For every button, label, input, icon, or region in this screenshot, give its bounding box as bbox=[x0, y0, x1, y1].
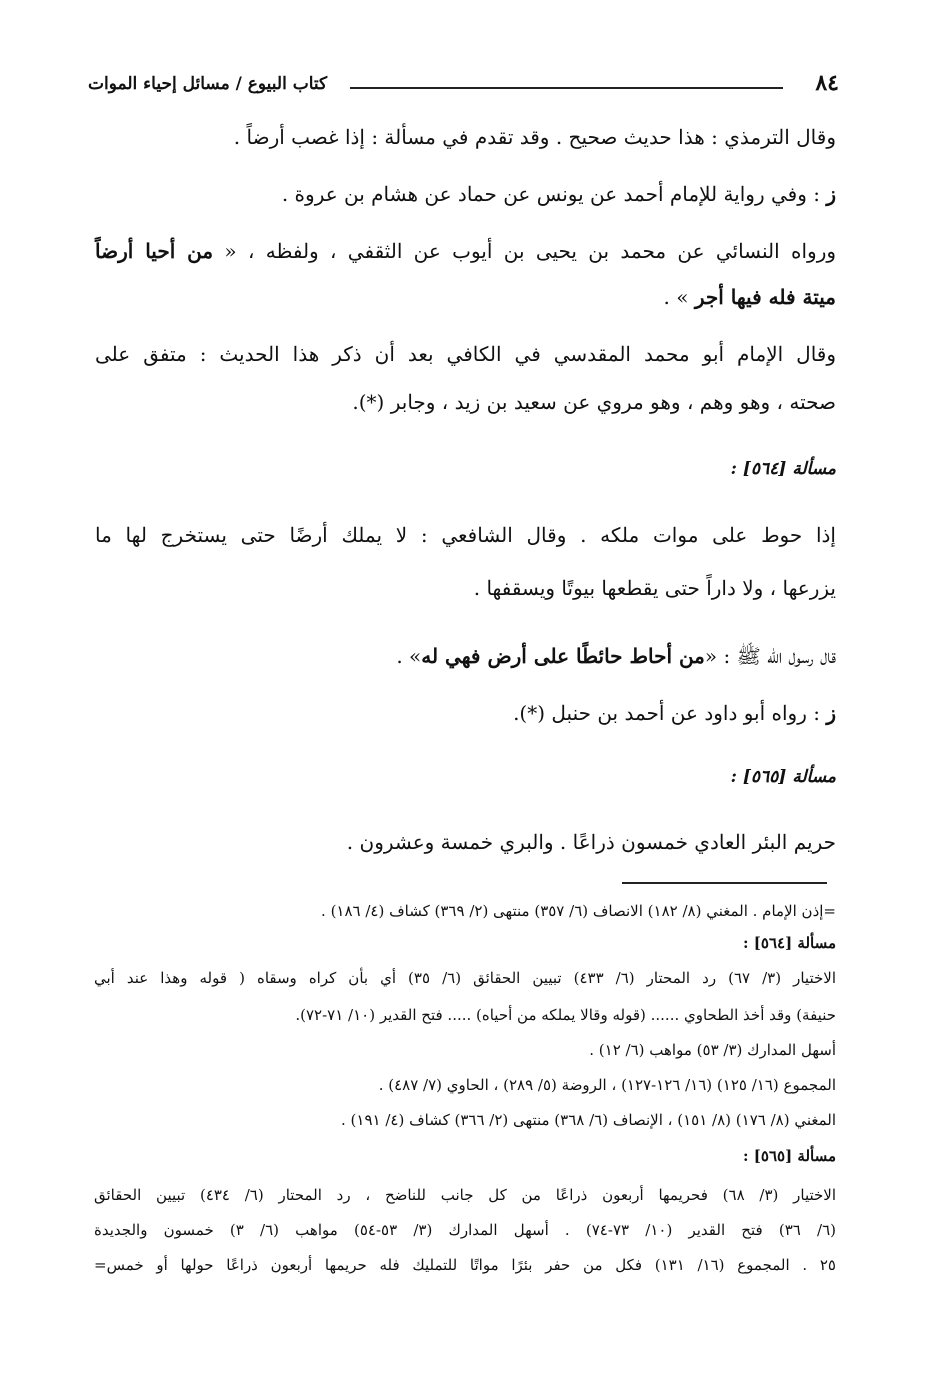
body-line-1: وقال الترمذي : هذا حديث صحيح . وقد تقدم في مسألة : إذا غصب أرضاً . bbox=[233, 125, 836, 149]
body-line-10-text: : رواه أبو داود عن أحمد بن حنبل (*). bbox=[513, 701, 820, 725]
running-title: كتاب البيوع / مسائل إحياء الموات bbox=[88, 74, 328, 94]
body-line-8: يزرعها ، ولا داراً حتى يقطعها بيوتًا ويسقفها . bbox=[473, 576, 836, 600]
footnote-line-6: المغني (٨/ ١٧٦) (٨/ ١٥١) ، الإنصاف (٦/ ٣٦٨) منتهى (٢/ ٣٦٦) كشاف (٤/ ١٩١) . bbox=[341, 1111, 836, 1129]
footnote-label-565: مسألة [٥٦٥] : bbox=[743, 1147, 836, 1165]
body-line-2-text: : وفي رواية للإمام أحمد عن يونس عن حماد عن هشام بن عروة . bbox=[281, 182, 820, 206]
footnote-rule bbox=[622, 882, 827, 884]
footnote-line-7: الاختيار (٣/ ٦٨) فحريمها أربعون ذراعًا من كل جانب للناضح ، رد المحتار (٦/ ٤٣٤) تبيين الحقائق bbox=[94, 1186, 836, 1204]
z-symbol: ز bbox=[826, 701, 836, 725]
footnote-line-3: حنيفة) وقد أخذ الطحاوي ...... (قوله وقالا يملكه من أحياه) ..... فتح القدير (١٠/ ٧١-٧٢). bbox=[295, 1006, 836, 1024]
body-line-4 bbox=[664, 287, 836, 307]
body-line-3 bbox=[95, 241, 836, 261]
footnote-line-1: =إذن الإمام . المغني (٨/ ١٨٢) الانصاف (٦/ ٣٥٧) منتهى (٢/ ٣٦٩) كشاف (٤/ ١٨٦) . bbox=[321, 902, 836, 920]
body-line-5: وقال الإمام أبو محمد المقدسي في الكافي بعد أن ذكر هذا الحديث : متفق على bbox=[95, 342, 836, 366]
body-line-9 bbox=[396, 646, 836, 666]
body-line-7: إذا حوط على موات ملكه . وقال الشافعي : لا يملك أرضًا حتى يستخرج لها ما bbox=[95, 523, 836, 547]
body-line-10 bbox=[513, 703, 836, 723]
body-line-11: حريم البئر العادي خمسون ذراعًا . والبري خمسة وعشرون . bbox=[346, 830, 836, 854]
body-line-9-end: » . bbox=[396, 644, 422, 668]
hadith-quote-1a: من أحيا أرضاً bbox=[95, 239, 214, 263]
page-number: ٨٤ bbox=[815, 70, 839, 96]
section-label-564: مسألة [٥٦٤] : bbox=[730, 459, 836, 479]
hadith-quote-1b: ميتة فله فيها أجر bbox=[694, 285, 836, 309]
footnote-line-5: المجموع (١٦/ ١٢٥) (١٦/ ١٢٦-١٢٧) ، الروضة (٥/ ٢٨٩) ، الحاوي (٧/ ٤٨٧) . bbox=[378, 1076, 836, 1094]
body-line-9-text: قال رسول الله ﷺ : « bbox=[704, 644, 836, 668]
body-line-2 bbox=[282, 184, 836, 204]
section-label-565: مسألة [٥٦٥] : bbox=[730, 767, 836, 787]
body-line-3-text: ورواه النسائي عن محمد بن يحيى بن أيوب عن الثقفي ، ولفظه ، « bbox=[224, 239, 837, 263]
body-line-4-end: » . bbox=[663, 285, 689, 309]
body-line-6: صحته ، وهو وهم ، وهو مروي عن سعيد بن زيد ، وجابر (*). bbox=[352, 390, 836, 414]
footnote-line-9: ٢٥ . المجموع (١٦/ ١٣١) فكل من حفر بئرًا مواتًا للتمليك فله حريمها أربعون ذراعًا حولها أو خمس= bbox=[94, 1256, 836, 1274]
footnote-line-8: (٦/ ٣٦) فتح القدير (١٠/ ٧٣-٧٤) . أسهل المدارك (٣/ ٥٣-٥٤) مواهب (٦/ ٣) خمسون والجديدة bbox=[94, 1221, 837, 1239]
footnote-label-564: مسألة [٥٦٤] : bbox=[743, 934, 836, 952]
z-symbol: ز bbox=[826, 182, 836, 206]
footnote-line-4: أسهل المدارك (٣/ ٥٣) مواهب (٦/ ١٢) . bbox=[589, 1041, 836, 1059]
header-rule bbox=[350, 87, 783, 89]
hadith-quote-2: من أحاط حائطًا على أرض فهي له bbox=[421, 644, 705, 668]
footnote-line-2: الاختيار (٣/ ٦٧) رد المحتار (٦/ ٤٣٣) تبيين الحقائق (٦/ ٣٥) أي بأن كراه وسقاه ( قوله وهذا عند أبي bbox=[94, 969, 836, 987]
